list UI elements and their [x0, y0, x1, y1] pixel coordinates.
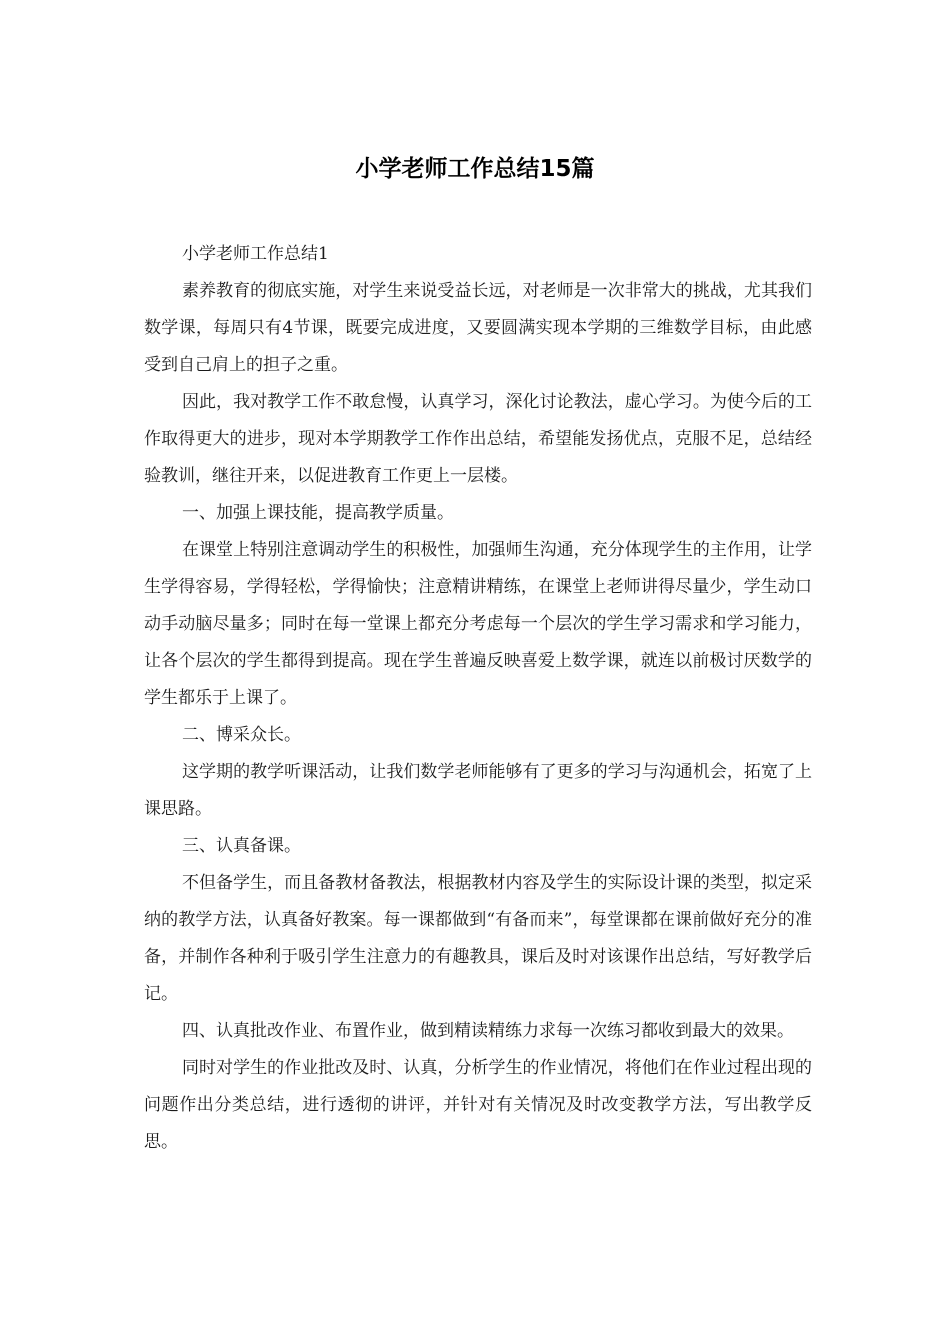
paragraph-classroom: 在课堂上特别注意调动学生的积极性，加强师生沟通，充分体现学生的主作用，让学生学得容易，学得轻松，学得愉快；注意精讲精练，在课堂上老师讲得尽量少，学生动口动手动脑尽量多；同时在每一堂课上都充分考虑每一个层次的学生学习需求和学习能力，让各个层次的学生都得到提高。现在学生普遍反映喜爱上数学课，就连以前极讨厌数学的学生都乐于上课了。	[144, 540, 812, 708]
document-body	[144, 236, 812, 1161]
section-heading-4: 四、认真批改作业、布置作业，做到精读精练力求每一次练习都收到最大的效果。	[182, 1021, 794, 1041]
section-heading-1: 一、加强上课技能，提高教学质量。	[182, 503, 454, 523]
section-heading-2: 二、博采众长。	[182, 725, 301, 745]
section-heading-summary-1: 小学老师工作总结1	[182, 244, 329, 264]
paragraph-attitude: 因此，我对教学工作不敢怠慢，认真学习，深化讨论教法，虚心学习。为使今后的工作取得更大的进步，现对本学期教学工作作出总结，希望能发扬优点，克服不足，总结经验教训，继往开来，以促进教育工作更上一层楼。	[144, 392, 812, 486]
paragraph-homework: 同时对学生的作业批改及时、认真，分析学生的作业情况，将他们在作业过程出现的问题作出分类总结，进行透彻的讲评，并针对有关情况及时改变教学方法，写出教学反思。	[144, 1058, 812, 1152]
paragraph-intro: 素养教育的彻底实施，对学生来说受益长远，对老师是一次非常大的挑战，尤其我们数学课，每周只有4节课，既要完成进度，又要圆满实现本学期的三维数学目标，由此感受到自己肩上的担子之重。	[144, 281, 812, 375]
document-title: 小学老师工作总结15篇	[355, 156, 595, 182]
paragraph-observation: 这学期的教学听课活动，让我们数学老师能够有了更多的学习与沟通机会，拓宽了上课思路。	[144, 762, 812, 819]
paragraph-lesson-prep: 不但备学生，而且备教材备教法，根据教材内容及学生的实际设计课的类型，拟定采纳的教学方法，认真备好教案。每一课都做到“有备而来”，每堂课都在课前做好充分的准备，并制作各种利于吸引学生注意力的有趣教具，课后及时对该课作出总结，写好教学后记。	[144, 873, 812, 1004]
section-heading-3: 三、认真备课。	[182, 836, 301, 856]
